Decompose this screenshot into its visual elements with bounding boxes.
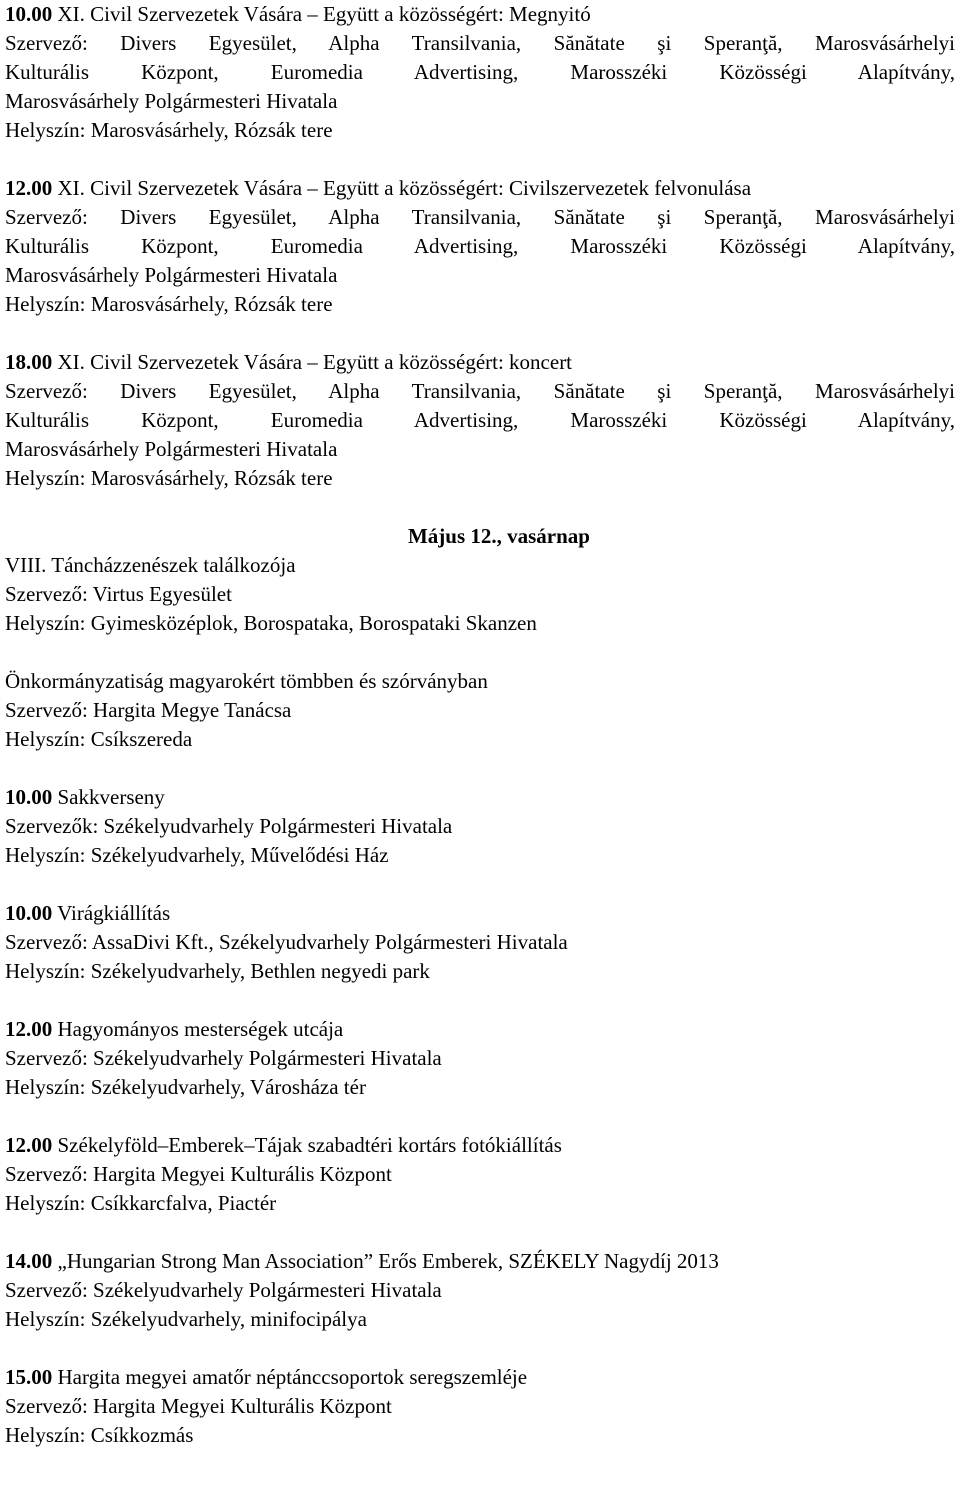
- event-organizer: Szervezők: Székelyudvarhely Polgármesteri Hivatala: [5, 814, 453, 838]
- event-location: Helyszín: Csíkkarcfalva, Piactér: [5, 1191, 277, 1215]
- event-organizer: Szervező: AssaDivi Kft., Székelyudvarhely Polgármesteri Hivatala: [5, 930, 568, 954]
- event-title: 14.00 „Hungarian Strong Man Association” Erős Emberek, SZÉKELY Nagydíj 2013: [5, 1249, 719, 1273]
- event-title: 10.00 Sakkverseny: [5, 785, 165, 809]
- event-location: Helyszín: Székelyudvarhely, Bethlen negyedi park: [5, 959, 430, 983]
- event-location: Helyszín: Székelyudvarhely, Városháza tér: [5, 1075, 366, 1099]
- event-title: VIII. Táncházzenészek találkozója: [5, 553, 296, 577]
- event-organizer: Szervező: Hargita Megye Tanácsa: [5, 698, 292, 722]
- event-title: 10.00 XI. Civil Szervezetek Vására – Együtt a közösségért: Megnyitó: [5, 2, 591, 26]
- document-page: [5, 0, 955, 1450]
- event-location: Helyszín: Marosvásárhely, Rózsák tere: [5, 466, 333, 490]
- event-organizer: Szervező: Hargita Megyei Kulturális Központ: [5, 1162, 392, 1186]
- event-organizer: Marosvásárhely Polgármesteri Hivatala: [5, 89, 338, 113]
- event-time: 15.00: [5, 1365, 53, 1389]
- event-location: Helyszín: Székelyudvarhely, Művelődési Ház: [5, 843, 389, 867]
- event-time: 18.00: [5, 350, 53, 374]
- event-title: 10.00 Virágkiállítás: [5, 901, 171, 925]
- event-organizer: Szervező: Divers Egyesület, Alpha Transilvania, Sănătate şi Speranţă, Marosvásárhelyi: [5, 205, 955, 229]
- event-organizer: Szervező: Divers Egyesület, Alpha Transilvania, Sănătate şi Speranţă, Marosvásárhelyi: [5, 31, 955, 55]
- event-organizer: Kulturális Központ, Euromedia Advertising, Marosszéki Közösségi Alapítvány,: [5, 408, 955, 432]
- event-organizer: Kulturális Központ, Euromedia Advertising, Marosszéki Közösségi Alapítvány,: [5, 60, 955, 84]
- event-organizer: Szervező: Hargita Megyei Kulturális Központ: [5, 1394, 392, 1418]
- event-title: 18.00 XI. Civil Szervezetek Vására – Együtt a közösségért: koncert: [5, 350, 573, 374]
- event-title: 12.00 Székelyföld–Emberek–Tájak szabadtéri kortárs fotókiállítás: [5, 1133, 562, 1157]
- event-title: 12.00 XI. Civil Szervezetek Vására – Együtt a közösségért: Civilszervezetek felvonulása: [5, 176, 752, 200]
- event-time: 12.00: [5, 176, 53, 200]
- event-location: Helyszín: Marosvásárhely, Rózsák tere: [5, 292, 333, 316]
- event-organizer: Szervező: Székelyudvarhely Polgármesteri Hivatala: [5, 1046, 442, 1070]
- event-time: 10.00: [5, 901, 53, 925]
- event-location: Helyszín: Székelyudvarhely, minifocipálya: [5, 1307, 367, 1331]
- event-location: Helyszín: Gyimesközéplok, Borospataka, Borospataki Skanzen: [5, 611, 537, 635]
- event-title: 12.00 Hagyományos mesterségek utcája: [5, 1017, 344, 1041]
- event-organizer: Szervező: Divers Egyesület, Alpha Transilvania, Sănătate şi Speranţă, Marosvásárhelyi: [5, 379, 955, 403]
- event-time: 12.00: [5, 1017, 53, 1041]
- event-location: Helyszín: Marosvásárhely, Rózsák tere: [5, 118, 333, 142]
- event-organizer: Marosvásárhely Polgármesteri Hivatala: [5, 263, 338, 287]
- event-organizer: Szervező: Székelyudvarhely Polgármesteri Hivatala: [5, 1278, 442, 1302]
- event-title: 15.00 Hargita megyei amatőr néptánccsoportok seregszemléje: [5, 1365, 528, 1389]
- event-location: Helyszín: Csíkszereda: [5, 727, 193, 751]
- event-time: 10.00: [5, 785, 53, 809]
- event-organizer: Marosvásárhely Polgármesteri Hivatala: [5, 437, 338, 461]
- event-location: Helyszín: Csíkkozmás: [5, 1423, 194, 1447]
- event-time: 14.00: [5, 1249, 53, 1273]
- event-title: Önkormányzatiság magyarokért tömbben és szórványban: [5, 669, 488, 693]
- event-organizer: Szervező: Virtus Egyesület: [5, 582, 232, 606]
- event-time: 12.00: [5, 1133, 53, 1157]
- event-time: 10.00: [5, 2, 53, 26]
- event-organizer: Kulturális Központ, Euromedia Advertising, Marosszéki Közösségi Alapítvány,: [5, 234, 955, 258]
- date-heading: Május 12., vasárnap: [407, 524, 590, 548]
